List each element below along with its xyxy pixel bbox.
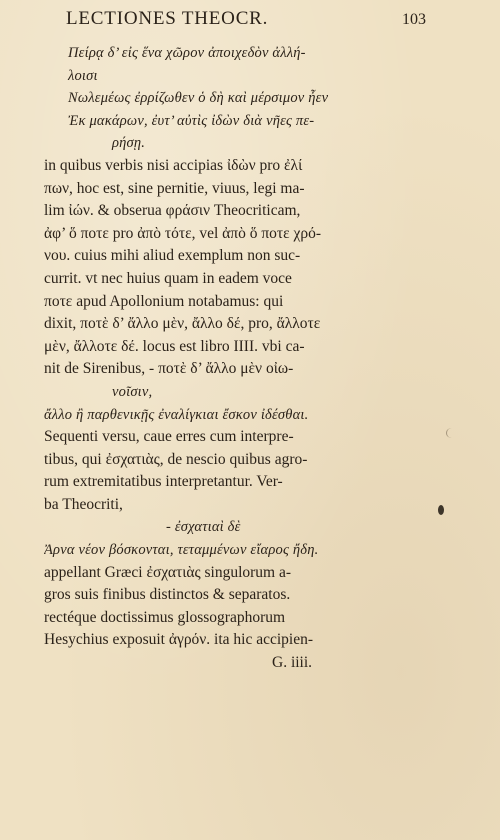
text-line: πων, hoc est, sine pernitie, viuus, legi ma-: [44, 179, 305, 197]
ink-spot-decoration: [438, 505, 444, 515]
text-line: Ἀρνα νέον βόσκονται, τεταμμένων εἴαρος ἤδη.: [44, 542, 319, 559]
running-head-title: LECTIONES THEOCR.: [66, 8, 269, 29]
text-line: ρήσῃ.: [112, 135, 146, 152]
text-line: Sequenti versu, caue erres cum interpre-: [44, 428, 294, 446]
text-line: gros suis finibus distinctos & separatos.: [44, 586, 291, 604]
margin-mark-decoration: [446, 428, 457, 438]
running-head: [66, 8, 426, 30]
text-line: Πείρᾳ δ’ εἰς ἕνα χῶρον ἀποιχεδὸν ἀλλή-: [68, 45, 306, 61]
text-line: nit de Sirenibus, - ποτὲ δ’ ἄλλο μὲν οἰω-: [44, 360, 294, 378]
text-line: ἀφ’ ὅ ποτε pro ἀπὸ τότε, vel ἀπὸ ὅ ποτε χρό-: [44, 224, 322, 242]
text-line: Νωλεμέως ἐρρίζωθεν ὁ δὴ καὶ μέρσιμον ἦεν: [68, 90, 329, 107]
text-line: νοῖσιν,: [112, 383, 153, 400]
text-line: Ἐκ μακάρων, ἐυτ’ αὐτὶς ἰδὼν διὰ νῆες πε-: [68, 112, 315, 129]
text-line: appellant Græci ἐσχατιὰς singulorum a-: [44, 563, 292, 581]
text-line: Hesychius exposuit ἀγρόν. ita hic accipien-: [44, 631, 314, 649]
text-line: lim ἰών. & obserua φράσιν Theocriticam,: [44, 202, 301, 220]
text-line: rectéque doctissimus glossographorum: [44, 608, 286, 626]
text-block: [44, 42, 404, 675]
text-line: ἄλλο ἢ παρθενικῇς ἐναλίγκιαι ἔσκον ἰδέσθαι.: [44, 406, 309, 423]
text-line: currit. vt nec huius quam in eadem voce: [44, 269, 292, 287]
text-line: rum extremitatibus interpretantur. Ver-: [44, 473, 283, 491]
text-line: μὲν, ἄλλοτε δέ. locus est libro IIII. vbi ca-: [44, 337, 305, 355]
text-line: dixit, ποτὲ δ’ ἄλλο μὲν, ἄλλο δέ, pro, ἄλλοτε: [44, 315, 321, 333]
text-line: ba Theocriti,: [44, 495, 123, 513]
text-line: tibus, qui ἐσχατιὰς, de nescio quibus agro-: [44, 450, 308, 468]
text-line: λοισι: [68, 67, 98, 84]
text-line: - ἐσχατιαὶ δὲ: [166, 519, 241, 536]
signature-mark: G. iiii.: [272, 654, 313, 672]
text-line: in quibus verbis nisi accipias ἰδὼν pro ἐλί: [44, 156, 303, 174]
text-line: ποτε apud Apollonium notabamus: qui: [44, 292, 284, 310]
text-line: νου. cuius mihi aliud exemplum non suc-: [44, 247, 301, 265]
page-number: 103: [402, 11, 426, 28]
